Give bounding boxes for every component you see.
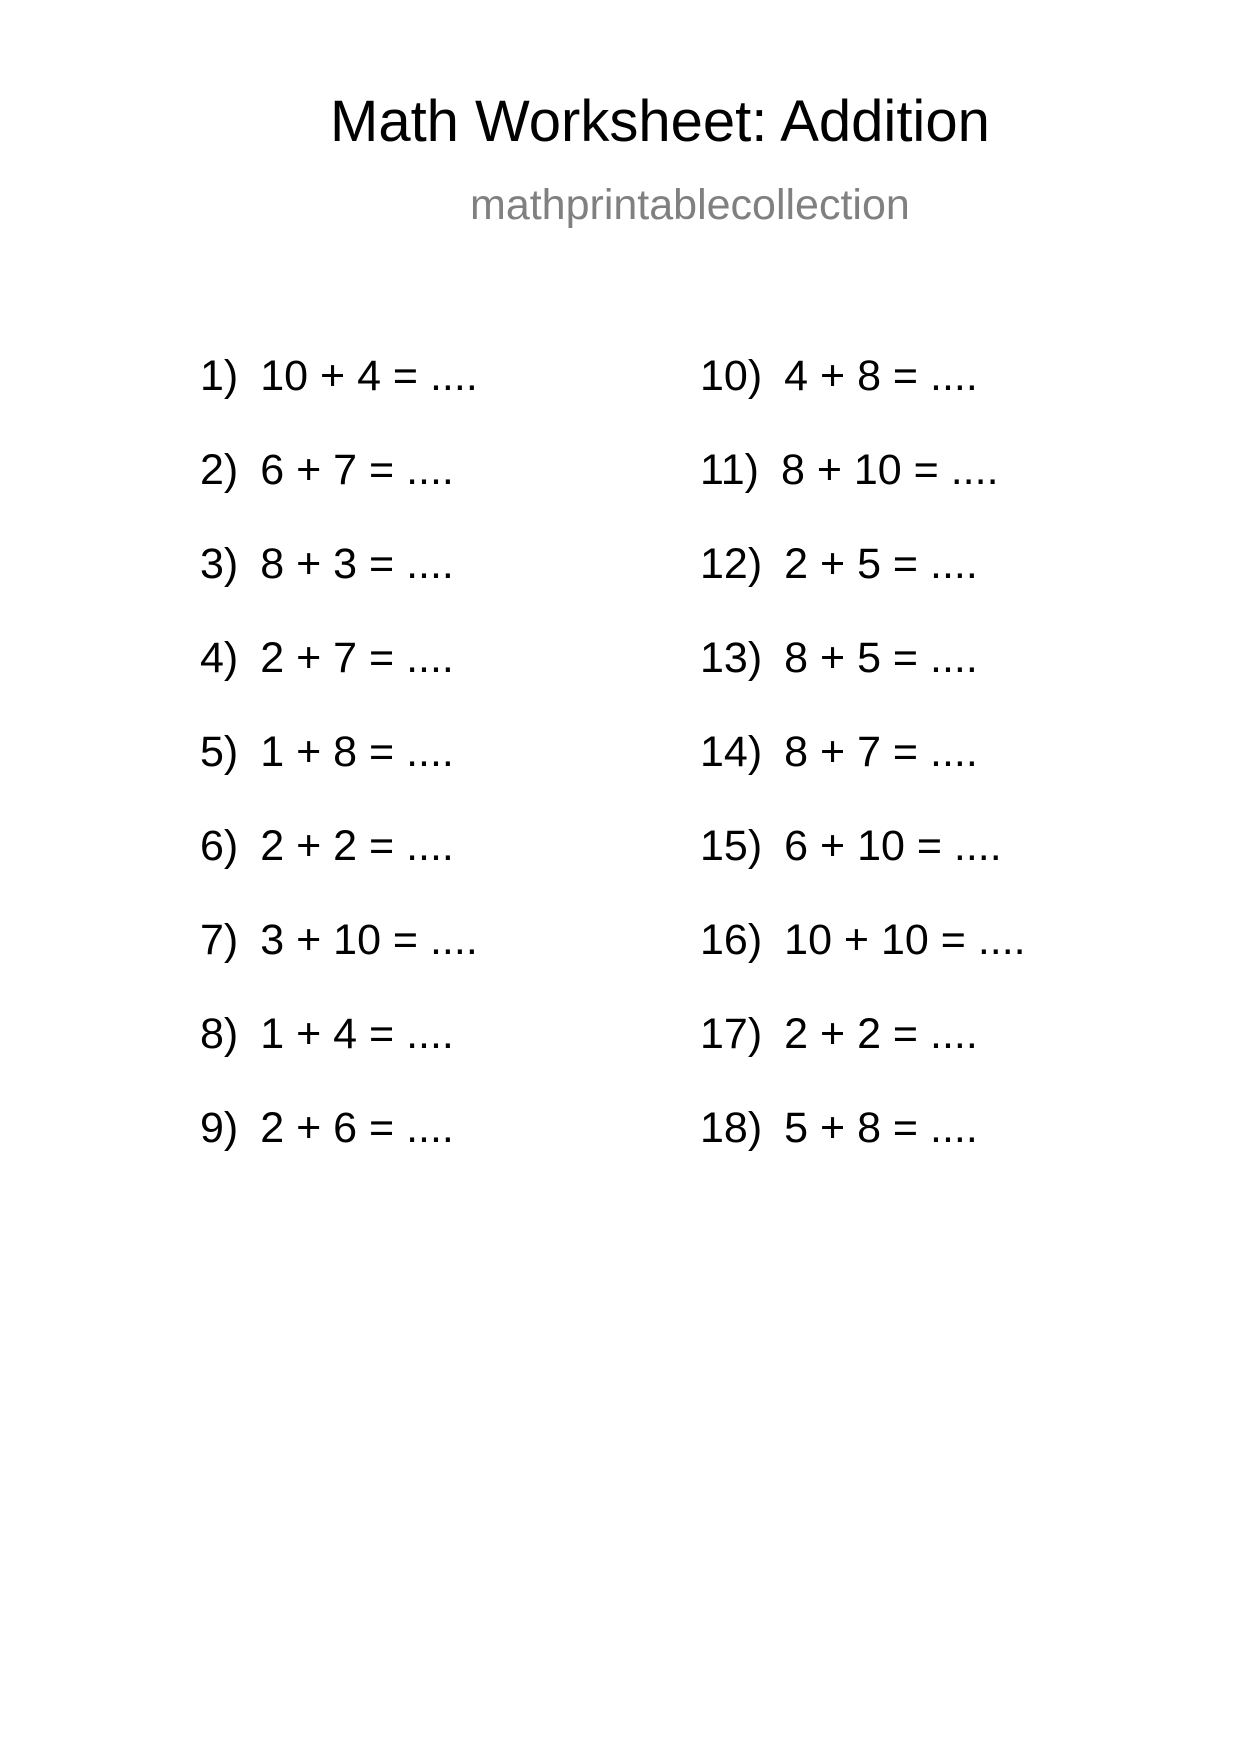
problem-expression: 2 + 5 = .... bbox=[784, 540, 978, 588]
problem-expression: 1 + 8 = .... bbox=[260, 728, 454, 776]
problem-number: 9) bbox=[200, 1104, 239, 1152]
problem-expression: 2 + 6 = .... bbox=[260, 1104, 454, 1152]
problem-number: 7) bbox=[200, 916, 239, 964]
problem-number: 10) bbox=[700, 352, 763, 400]
problem-number: 15) bbox=[700, 822, 763, 870]
problem-item bbox=[200, 816, 454, 876]
problem-item bbox=[700, 1098, 978, 1158]
problem-item bbox=[700, 910, 1026, 970]
problem-number: 5) bbox=[200, 728, 239, 776]
problem-item bbox=[200, 1004, 454, 1064]
problem-item bbox=[700, 440, 999, 500]
problem-item bbox=[700, 722, 978, 782]
problem-expression: 2 + 7 = .... bbox=[260, 634, 454, 682]
problem-expression: 10 + 10 = .... bbox=[784, 916, 1026, 964]
problem-item bbox=[200, 722, 454, 782]
problem-number: 3) bbox=[200, 540, 239, 588]
page-subtitle: mathprintablecollection bbox=[470, 181, 910, 229]
problem-item bbox=[700, 1004, 978, 1064]
problem-number: 11) bbox=[700, 446, 759, 494]
problem-item bbox=[200, 628, 454, 688]
problem-item bbox=[700, 346, 978, 406]
problem-item bbox=[200, 440, 454, 500]
problem-expression: 8 + 10 = .... bbox=[780, 446, 999, 494]
problem-number: 6) bbox=[200, 822, 239, 870]
problem-expression: 6 + 7 = .... bbox=[260, 446, 454, 494]
problem-number: 14) bbox=[700, 728, 763, 776]
problem-expression: 8 + 7 = .... bbox=[784, 728, 978, 776]
problem-item bbox=[700, 816, 1002, 876]
problem-expression: 10 + 4 = .... bbox=[260, 352, 478, 400]
page-title: Math Worksheet: Addition bbox=[330, 89, 990, 154]
problem-item bbox=[700, 628, 978, 688]
problem-expression: 3 + 10 = .... bbox=[260, 916, 478, 964]
problem-expression: 2 + 2 = .... bbox=[260, 822, 454, 870]
problem-number: 1) bbox=[200, 352, 239, 400]
problem-expression: 6 + 10 = .... bbox=[784, 822, 1002, 870]
problem-number: 17) bbox=[700, 1010, 763, 1058]
problem-number: 12) bbox=[700, 540, 763, 588]
problem-number: 2) bbox=[200, 446, 239, 494]
problem-item bbox=[200, 1098, 454, 1158]
problem-expression: 8 + 5 = .... bbox=[784, 634, 978, 682]
problem-number: 4) bbox=[200, 634, 239, 682]
problem-expression: 2 + 2 = .... bbox=[784, 1010, 978, 1058]
problem-expression: 5 + 8 = .... bbox=[784, 1104, 978, 1152]
problem-number: 8) bbox=[200, 1010, 239, 1058]
problem-item bbox=[200, 910, 478, 970]
problem-number: 16) bbox=[700, 916, 763, 964]
problem-number: 13) bbox=[700, 634, 763, 682]
problem-item bbox=[700, 534, 978, 594]
problem-expression: 8 + 3 = .... bbox=[260, 540, 454, 588]
problem-expression: 1 + 4 = .... bbox=[260, 1010, 454, 1058]
problem-expression: 4 + 8 = .... bbox=[784, 352, 978, 400]
problem-item bbox=[200, 534, 454, 594]
problem-item bbox=[200, 346, 478, 406]
problem-number: 18) bbox=[700, 1104, 763, 1152]
